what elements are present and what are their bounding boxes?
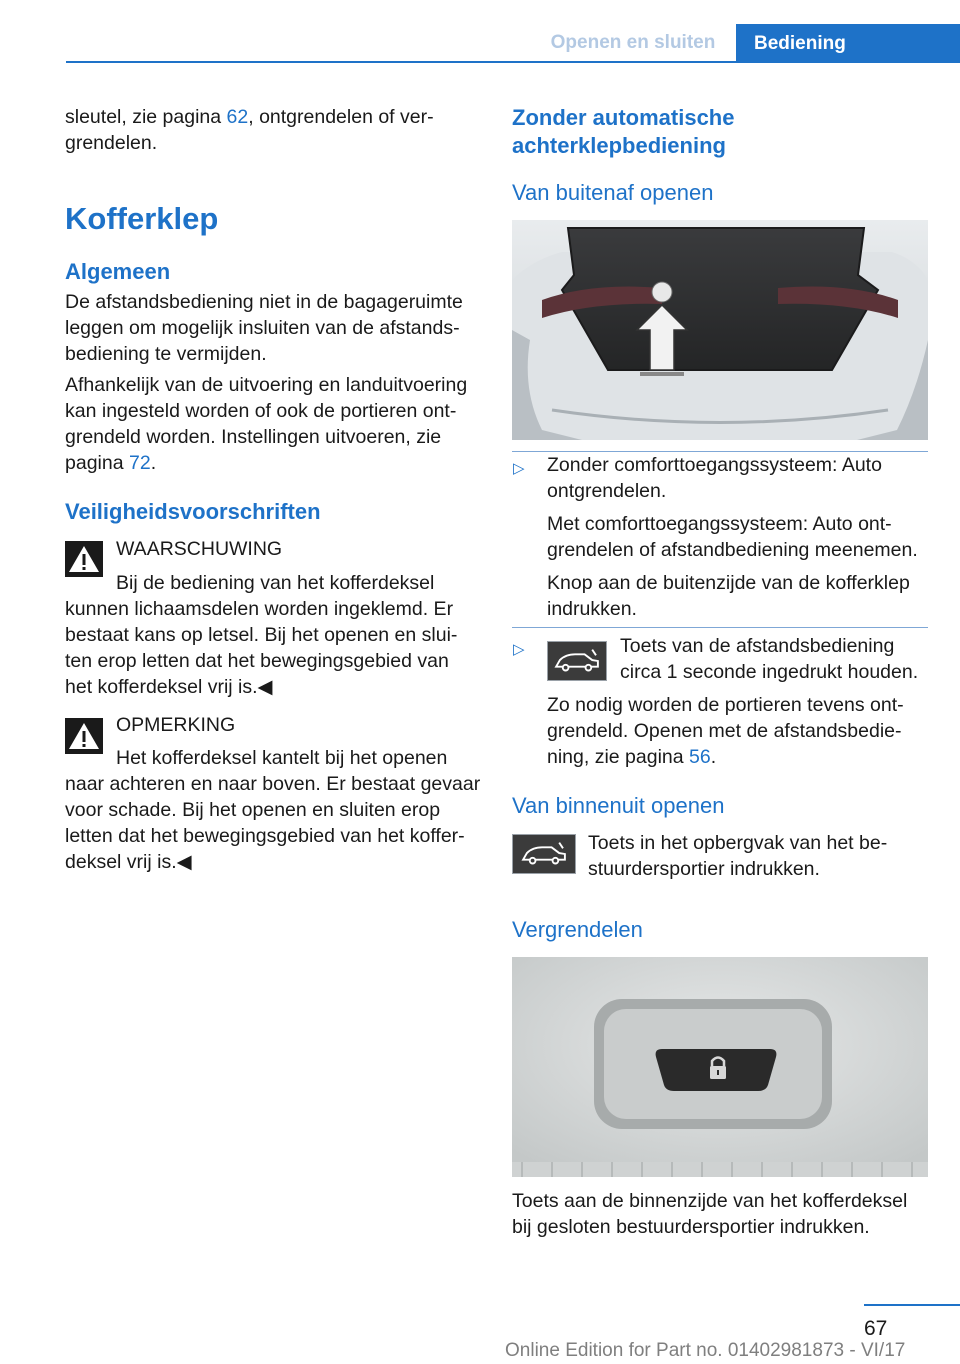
edition-footer: Online Edition for Part no. 01402981873 - VI/17 (505, 1340, 906, 1361)
trunk-door-button-icon (512, 834, 576, 874)
bullet-item-2-head: Toets van de afstandsbediening circa 1 seconde ingedrukt houden. (620, 635, 919, 683)
bullet-item-2-body: Zo nodig worden de portieren tevens ont- grendeld. Openen met de afstandsbedie- ning, zie pagina 56. (547, 694, 904, 768)
header-rule (66, 61, 960, 63)
lock-text: Toets aan de binnenzijde van het kofferdeksel bij gesloten bestuurdersportier indrukken. (512, 1190, 908, 1238)
warning-text: kunnen lichaamsdelen worden ingeklemd. Er bestaat kans op letsel. Bij het openen en slui- ten erop letten dat het bewegingsgebied van het kofferdeksel vrij is.◀ (65, 598, 458, 698)
intro-paragraph: sleutel, zie pagina 62, ontgrendelen of ver- grendelen. (65, 106, 434, 154)
warning-label: WAARSCHUWING (116, 538, 283, 560)
trunk-lid-photo (512, 220, 928, 440)
general-paragraph-2: Afhankelijk van de uitvoering en landuitvoering kan ingesteld worden of ook de portieren ont- grendeld worden. Instellingen uitvoeren, zie pagina 72. (65, 374, 468, 474)
section-divider-2 (512, 627, 928, 628)
warning-line-1: Bij de bediening van het kofferdeksel (116, 572, 435, 594)
bullet-item-1: Zonder comforttoegangssysteem: Auto ontgrendelen. Met comforttoegangssysteem: Auto ont- grendelen of afstandbediening meenemen. Knop aan de buitenzijde van de kofferklep indrukken. (547, 454, 918, 620)
lock-heading: Vergrendelen (512, 917, 643, 942)
open-inside-text: Toets in het opbergvak van het be- stuurdersportier indrukken. (588, 832, 888, 880)
note-text: naar achteren en naar boven. Er bestaat gevaar voor schade. Bij het openen en sluiten erop letten dat het bewegingsgebied van het koffer- deksel vrij is.◀ (65, 773, 481, 873)
safety-heading: Veiligheidsvoorschriften (65, 499, 321, 524)
caution-triangle-icon (65, 718, 103, 754)
page-link-72[interactable]: 72 (128, 452, 151, 474)
page-number: 67 (864, 1317, 888, 1340)
note-label: OPMERKING (116, 714, 236, 736)
note-line-1: Het kofferdeksel kantelt bij het openen (116, 747, 448, 769)
header-tab[interactable]: Bediening (736, 24, 960, 63)
footer-rule (864, 1304, 960, 1306)
lock-button-photo (512, 957, 928, 1177)
trunk-remote-key-icon (547, 641, 607, 681)
general-paragraph-1: De afstandsbediening niet in de bagageruimte leggen om mogelijk insluiten van de afstands- bediening te vermijden. (65, 291, 463, 365)
page-link-62[interactable]: 62 (226, 106, 249, 128)
open-outside-heading: Van buitenaf openen (512, 180, 714, 205)
header-section-title: Openen en sluiten (550, 32, 716, 53)
no-auto-tailgate-heading: Zonder automatische achterklepbediening (512, 105, 735, 158)
page-link-56[interactable]: 56 (689, 746, 711, 768)
warning-triangle-icon (65, 541, 103, 577)
bullet-marker-1: ▷ (513, 460, 525, 477)
bullet-marker-2: ▷ (513, 641, 525, 658)
general-heading: Algemeen (65, 259, 171, 284)
page-title: Kofferklep (65, 201, 219, 236)
open-inside-heading: Van binnenuit openen (512, 793, 725, 818)
